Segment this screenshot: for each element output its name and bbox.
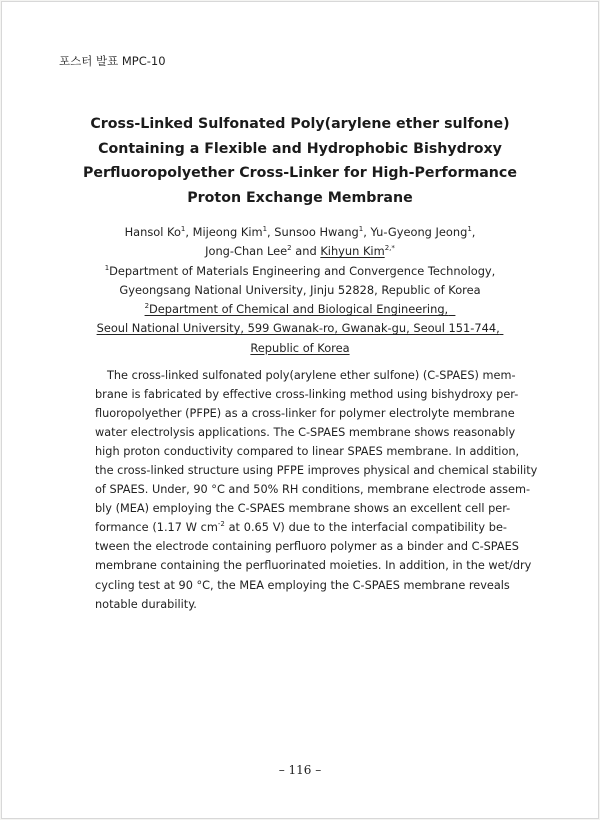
corresponding-author-name: Kihyun Kim (320, 244, 385, 259)
session-header: 포스터 발표 MPC-10 (59, 54, 166, 68)
abstract-line: of SPAES. Under, 90 °C and 50% RH conditions, membrane electrode assem- (95, 483, 531, 497)
author-block (2, 223, 598, 358)
title-line: Proton Exchange Membrane (187, 189, 413, 206)
unit-exponent: -2 (217, 520, 225, 529)
author-name: Yu-Gyeong Jeong (370, 225, 468, 239)
abstract-line: the cross-linked structure using PFPE improves physical and chemical stability (95, 464, 538, 478)
affiliation-mark: 1 (104, 263, 110, 272)
affiliation-1-line-1 (2, 262, 598, 281)
author-line-1: Hansol Ko$^1$, Mijeong Kim$^1$, Sunsoo Hwang$^1$, Yu-Gyeong Jeong$^1$, (124, 225, 476, 239)
abstract-line: brane is fabricated by effective cross-linking method using bishydroxy per- (95, 388, 519, 402)
author-name: Hansol Ko (124, 225, 181, 239)
author-affiliation-mark: 1 (467, 225, 472, 234)
document-page (1, 1, 599, 819)
page-number: – 116 – (278, 763, 322, 777)
abstract-body (95, 366, 538, 614)
abstract-line: water electrolysis applications. The C-SPAES membrane shows reasonably (95, 426, 516, 440)
paper-title (2, 112, 598, 210)
abstract-text: at 0.65 V) due to the interfacial compatibility be- (224, 521, 507, 535)
affiliation-mark: 2 (144, 302, 150, 311)
author-name: Sunsoo Hwang (274, 225, 359, 239)
abstract-line: notable durability. (95, 597, 197, 611)
abstract-line (95, 518, 507, 537)
author-name: Jong-Chan Lee (205, 244, 288, 259)
affiliation-2-line-2 (2, 319, 598, 338)
author-affiliation-mark: 2, (384, 244, 392, 253)
author-conjunction: and (295, 244, 317, 259)
abstract-line: fluoropolyether (PFPE) as a cross-linker for polymer electrolyte membrane (95, 407, 515, 421)
author-line-2 (2, 242, 598, 261)
abstract-text: formance (1.17 W cm (95, 521, 218, 535)
abstract-line: membrane containing the perfluorinated moieties. In addition, in the wet/dry (95, 559, 532, 573)
abstract-line: cycling test at 90 °C, the MEA employing the C-SPAES membrane reveals (95, 578, 510, 592)
abstract-line: bly (MEA) employing the C-SPAES membrane shows an excellent cell per- (95, 502, 511, 516)
author-affiliation-mark: 1 (180, 225, 186, 234)
affiliation-1-line-2: Gyeongsang National University, Jinju 52828, Republic of Korea (119, 282, 481, 297)
abstract-line: The cross-linked sulfonated poly(arylene ether sulfone) (C-SPAES) mem- (107, 369, 516, 382)
affiliation-text: Seoul National University, 599 Gwanak-ro, Gwanak-gu, Seoul 151-744, (96, 321, 500, 336)
corresponding-author-mark: * (391, 244, 395, 253)
affiliation-text: Department of Materials Engineering and Convergence Technology, (109, 263, 496, 278)
author-affiliation-mark: 1 (358, 225, 364, 234)
title-line: Cross-Linked Sulfonated Poly(arylene ether sulfone) (90, 116, 510, 132)
abstract-line: tween the electrode containing perfluoro polymer as a binder and C-SPAES (95, 540, 519, 554)
abstract-line: high proton conductivity compared to linear SPAES membrane. In addition, (95, 445, 520, 459)
title-line: Containing a Flexible and Hydrophobic Bishydroxy (98, 140, 502, 157)
affiliation-2-line-1 (2, 300, 598, 319)
title-line: Perfluoropolyether Cross-Linker for High-Performance (83, 165, 517, 181)
affiliation-2-line-3: Republic of Korea (250, 340, 350, 355)
author-affiliation-mark: 1 (262, 225, 268, 234)
author-affiliation-mark: 2 (287, 244, 292, 253)
affiliation-text: Department of Chemical and Biological Engineering, (149, 302, 449, 317)
author-name: Mijeong Kim (192, 225, 263, 239)
